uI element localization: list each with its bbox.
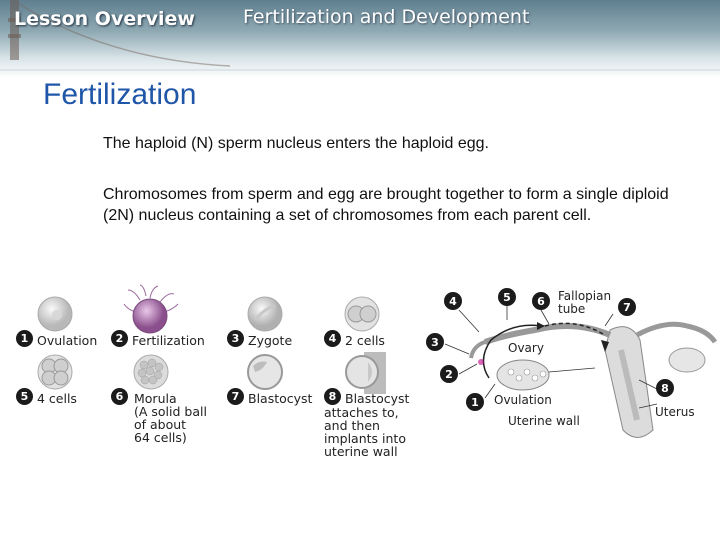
diagram-marker-2: 2 [445, 368, 453, 381]
fertilization-egg-illustration [120, 284, 180, 336]
label-tube: tube [558, 302, 586, 316]
stage-label-ovulation: Ovulation [37, 333, 98, 348]
stage-note-morula-3: 64 cells) [134, 430, 187, 445]
diagram-marker-7: 7 [623, 301, 631, 314]
stage-note-implant-4: uterine wall [324, 444, 398, 459]
stage-label-blastocyst: Blastocyst [248, 391, 313, 406]
label-fallopian: Fallopian [558, 289, 612, 303]
blastocyst-illustration [245, 352, 285, 392]
stage-label-zygote: Zygote [248, 333, 293, 348]
two-cells-illustration [342, 294, 382, 334]
page-title: Fertilization [43, 78, 197, 111]
stage-note-morula-1: (A solid ball [134, 404, 207, 419]
diagram-marker-1: 1 [471, 396, 479, 409]
stage-label-morula: Morula [134, 391, 177, 406]
stage-number-1: 1 [16, 330, 33, 347]
stage-note-morula-2: of about [134, 417, 187, 432]
diagram-marker-5: 5 [503, 291, 511, 304]
stage-label-blastocyst-implant: Blastocyst [345, 391, 410, 406]
label-ovary: Ovary [508, 341, 544, 355]
stage-number-8: 8 [324, 388, 341, 405]
four-cells-illustration [35, 352, 75, 392]
header-banner [0, 0, 720, 78]
label-ovulation: Ovulation [494, 393, 552, 407]
stage-number-4: 4 [324, 330, 341, 347]
implanting-blastocyst-illustration [342, 350, 388, 396]
label-uterus: Uterus [655, 405, 695, 419]
stage-number-2: 2 [111, 330, 128, 347]
ovulation-egg-illustration [35, 294, 75, 334]
paragraph-1: The haploid (N) sperm nucleus enters the haploid egg. [103, 135, 489, 152]
stage-number-5: 5 [16, 388, 33, 405]
diagram-marker-8: 8 [661, 382, 669, 395]
stage-number-7: 7 [227, 388, 244, 405]
lesson-topic: Fertilization and Development [243, 6, 530, 28]
stage-note-implant-2: and then [324, 418, 380, 433]
stage-note-implant-1: attaches to, [324, 405, 399, 420]
diagram-marker-6: 6 [537, 295, 545, 308]
stage-label-2-cells: 2 cells [345, 333, 385, 348]
morula-illustration [131, 352, 171, 392]
stage-note-implant-3: implants into [324, 431, 406, 446]
stage-label-fertilization: Fertilization [132, 333, 205, 348]
lesson-overview-label: Lesson Overview [14, 8, 195, 30]
stage-number-6: 6 [111, 388, 128, 405]
label-uterine-wall: Uterine wall [508, 414, 580, 428]
zygote-illustration [245, 294, 285, 334]
paragraph-2: Chromosomes from sperm and egg are brought together to form a single diploid (2N) nucleus containing a set of chromosomes from each parent cell. [103, 186, 669, 224]
diagram-marker-4: 4 [449, 295, 457, 308]
stage-number-3: 3 [227, 330, 244, 347]
stage-label-4-cells: 4 cells [37, 391, 77, 406]
diagram-marker-3: 3 [431, 336, 439, 349]
